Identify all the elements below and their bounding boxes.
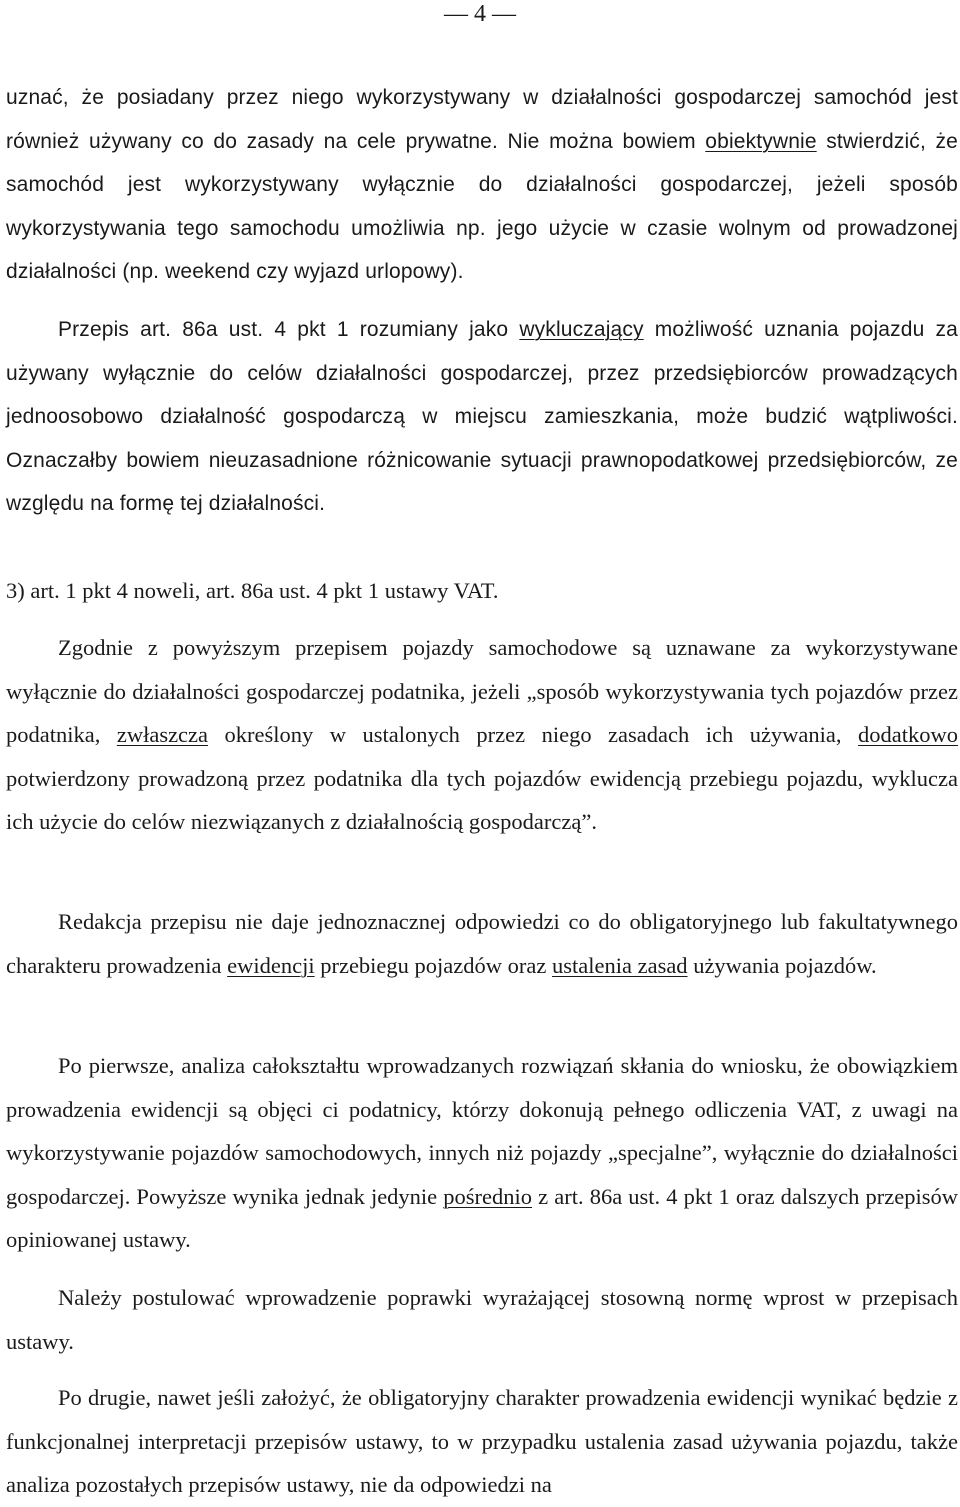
paragraph-regulation: Zgodnie z powyższym przepisem pojazdy samochodowe są uznawane za wykorzystywane wyłącznie do działalności gospodarczej podatnika, jeżeli „sposób wykorzystywania tych pojazdów przez podatnika, zwłaszcza określony w ustalonych przez niego zasadach ich używania, dodatkowo potwierdzony prowadzoną przez podatnika dla tych pojazdów ewidencją przebiegu pojazdu, wyklucza ich użycie do celów niezwiązanych z działalnością gospodarczą”. [6,635,959,835]
underlined-term: dodatkowo [858,722,959,748]
section-heading-3: 3) art. 1 pkt 4 noweli, art. 86a ust. 4 pkt 1 ustawy VAT. [6,578,499,603]
paragraph-private-use: uznać, że posiadany przez niego wykorzystywany w działalności gospodarczej samochód jest również używany co do zasady na cele prywatne. Nie można bowiem obiektywnie stwierdzić, że samochód jest wykorzystywany wyłącznie do działalności gospodarczej, jeżeli sposób wykorzystywania tego samochodu umożliwia np. jego użycie w czasie wolnym od prowadzonej działalności (np. weekend czy wyjazd urlopowy). [6,86,958,283]
paragraph-art-86a: Przepis art. 86a ust. 4 pkt 1 rozumiany jako wykluczający możliwość uznania pojazdu za używany wyłącznie do celów działalności gospodarczej, przez przedsiębiorców prowadzących jednoosobowo działalność gospodarczą w miejscu zamieszkania, może budzić wątpliwości. Oznaczałby bowiem nieuzasadnione różnicowanie sytuacji prawnopodatkowej przedsiębiorców, ze względu na formę tej działalności. [6,318,958,515]
underlined-term: wykluczający [519,318,644,341]
underlined-term: zwłaszcza [116,722,209,748]
underlined-term: pośrednio [443,1183,533,1209]
paragraph-secondly: Po drugie, nawet jeśli założyć, że obligatoryjny charakter prowadzenia ewidencji wynikać będzie z funkcjonalnej interpretacji przepisów ustawy, to w przypadku ustalenia zasad używania pojazdu, także analiza pozostałych przepisów ustawy, nie da odpowiedzi na [6,1385,958,1498]
paragraph-firstly: Po pierwsze, analiza całokształtu wprowadzanych rozwiązań skłania do wniosku, że obowiązkiem prowadzenia ewidencji są objęci ci podatnicy, którzy dokonują pełnego odliczenia VAT, z uwagi na wykorzystywanie pojazdów samochodowych, innych niż pojazdy „specjalne”, wyłącznie do działalności gospodarczej. Powyższe wynika jednak jedynie pośrednio z art. 86a ust. 4 pkt 1 oraz dalszych przepisów opiniowanej ustawy. [6,1053,958,1253]
underlined-term: ewidencji [227,952,315,978]
paragraph-wording: Redakcja przepisu nie daje jednoznacznej odpowiedzi co do obligatoryjnego lub fakultatywnego charakteru prowadzenia ewidencji przebiegu pojazdów oraz ustalenia zasad używania pojazdów. [6,909,958,978]
underlined-term: obiektywnie [705,129,817,153]
paragraph-postulate: Należy postulować wprowadzenie poprawki wyrażającej stosowną normę wprost w przepisach ustawy. [6,1285,958,1354]
page-number: — 4 — [444,1,516,27]
underlined-term: ustalenia zasad [552,952,688,978]
